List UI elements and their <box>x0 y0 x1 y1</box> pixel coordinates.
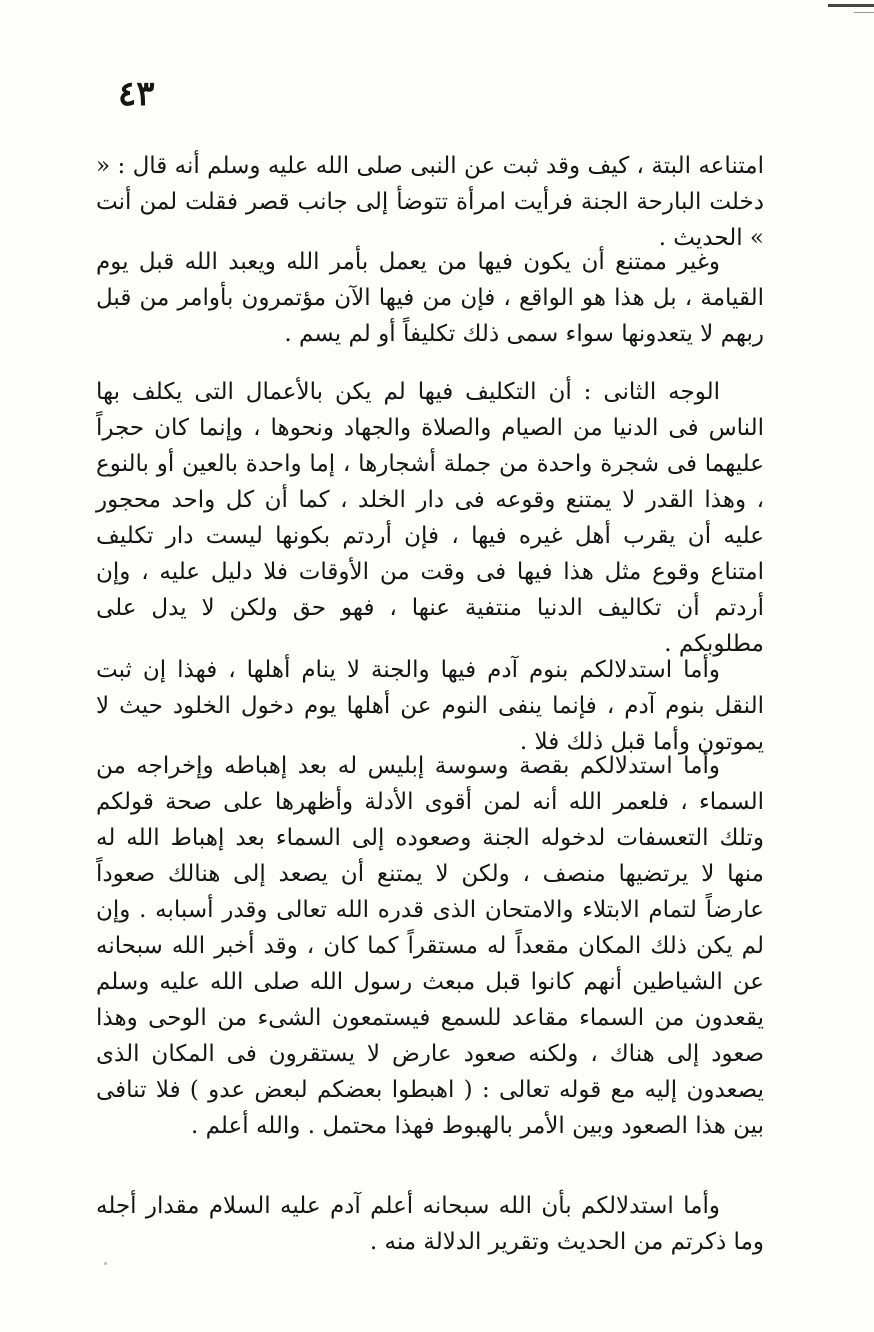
paragraph-4: وأما استدلالكم بنوم آدم فيها والجنة لا ينام أهلها ، فهذا إن ثبت النقل بنوم آدم ، فإنما ينفى النوم عن أهلها يوم دخول الخلود حيث لا يموتون وأما قبل ذلك فلا . <box>96 657 764 755</box>
paragraph-6: وأما استدلالكم بأن الله سبحانه أعلم آدم عليه السلام مقدار أجله وما ذكرتم من الحديث وتقرير الدلالة منه . <box>96 1193 764 1255</box>
paragraph-2: وغير ممتنع أن يكون فيها من يعمل بأمر الله ويعبد الله قبل يوم القيامة ، بل هذا هو الواقع ، فإن من فيها الآن مؤتمرون بأوامر من قبل ربهم لا يتعدونها سواء سمى ذلك تكليفاً أو لم يسم . <box>96 249 764 347</box>
paragraph-5: وأما استدلالكم بقصة وسوسة إبليس له بعد إهباطه وإخراجه من السماء ، فلعمر الله أنه لمن أقوى الأدلة وأظهرها على صحة قولكم وتلك التعسفات لدخوله الجنة وصعوده إلى السماء بعد إهباط الله له منها لا يرتضيها منصف ، ولكن لا يمتنع أن يصعد إلى هنالك صعوداً عارضاً لتمام الابتلاء والامتحان الذى قدره الله تعالى وقدر أسبابه . وإن لم يكن ذلك المكان مقعداً له مستقراً كما كان ، وقد أخبر الله سبحانه عن الشياطين أنهم كانوا قبل مبعث رسول الله صلى الله عليه وسلم يقعدون من السماء مقاعد للسمع فيستمعون الشىء من الوحى وهذا صعود إلى هناك ، ولكنه صعود عارض لا يستقرون فى المكان الذى يصعدون إليه مع قوله تعالى : ( اهبطوا بعضكم لبعض عدو ) فلا تنافى بين هذا الصعود وبين الأمر بالهبوط فهذا محتمل . والله أعلم . <box>96 753 764 1139</box>
scan-edge-mark-secondary <box>854 12 874 13</box>
scan-speck <box>104 1262 107 1265</box>
scan-edge-mark <box>828 4 874 7</box>
paragraph-1: امتناعه البتة ، كيف وقد ثبت عن النبى صلى الله عليه وسلم أنه قال : « دخلت البارحة الجنة فرأيت امرأة تتوضأ إلى جانب قصر فقلت لمن أنت » الحديث . <box>96 153 764 251</box>
paragraph-3: الوجه الثانى : أن التكليف فيها لم يكن بالأعمال التى يكلف بها الناس فى الدنيا من الصيام والصلاة والجهاد ونحوها ، وإنما كان حجراً عليهما فى شجرة واحدة من جملة أشجارها ، إما واحدة بالعين أو بالنوع ، وهذا القدر لا يمتنع وقوعه فى دار الخلد ، كما أن كل واحد محجور عليه أن يقرب أهل غيره فيها ، فإن أردتم بكونها ليست دار تكليف امتناع وقوع مثل هذا فيها فى وقت من الأوقات فلا دليل عليه ، وإن أردتم أن تكاليف الدنيا منتفية عنها ، فهو حق ولكن لا يدل على مطلوبكم . <box>96 379 764 657</box>
page-number: ٤٣ <box>118 74 155 114</box>
